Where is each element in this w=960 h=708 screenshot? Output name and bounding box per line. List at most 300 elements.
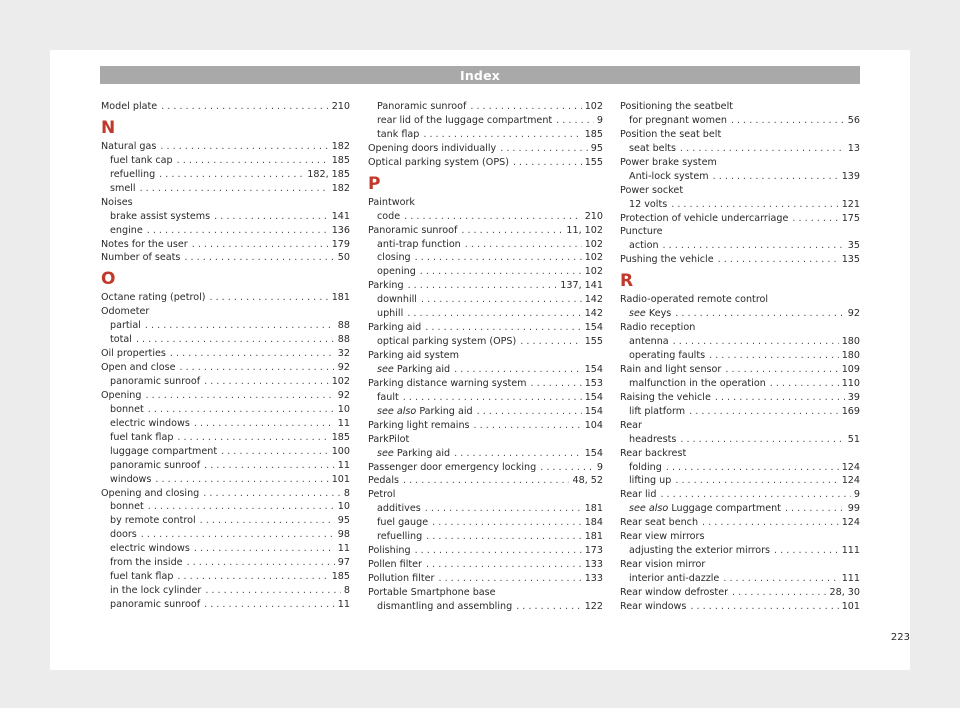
dot-leader <box>187 556 335 570</box>
index-subentry <box>368 391 603 405</box>
dot-leader <box>702 516 839 530</box>
index-entry <box>101 361 350 375</box>
index-entry <box>101 196 350 210</box>
index-term: rear lid of the luggage compartment <box>377 114 553 126</box>
page-reference: 124 <box>841 517 860 529</box>
dot-leader <box>432 516 582 530</box>
page-number: 223 <box>890 632 910 643</box>
dot-leader <box>403 391 582 405</box>
page-reference: 210 <box>584 210 603 222</box>
index-entry <box>620 225 860 239</box>
dot-leader <box>474 419 582 433</box>
page-reference: 155 <box>584 336 603 348</box>
page-reference: 154 <box>584 405 603 417</box>
index-term: Rear windows <box>620 600 687 612</box>
index-entry <box>368 279 603 293</box>
dot-leader <box>461 224 563 238</box>
index-term: Position the seat belt <box>620 128 722 140</box>
page-reference: 10 <box>337 501 350 513</box>
page-reference: 122 <box>584 600 603 612</box>
index-subentry <box>101 514 350 528</box>
index-term: uphill <box>377 308 404 320</box>
index-entry <box>620 156 860 170</box>
index-term: for pregnant women <box>629 114 727 126</box>
index-subentry <box>101 528 350 542</box>
index-subentry <box>101 584 350 598</box>
page-reference: 185 <box>584 128 603 140</box>
dot-leader <box>194 417 335 431</box>
page-reference: 102 <box>584 101 603 112</box>
index-entry <box>368 419 603 433</box>
page-reference: 173 <box>584 545 603 557</box>
index-subentry <box>101 154 350 168</box>
page-reference: 124 <box>841 475 860 487</box>
index-entry <box>620 184 860 198</box>
index-term: Number of seats <box>101 252 181 264</box>
index-term: Opening <box>101 389 142 401</box>
index-term: Portable Smartphone base <box>368 586 496 598</box>
index-term: Pollution filter <box>368 573 435 584</box>
dot-leader <box>161 100 329 114</box>
index-term: electric windows <box>110 543 190 555</box>
index-entry <box>368 156 603 170</box>
index-term <box>377 363 450 377</box>
dot-leader <box>408 279 558 293</box>
page-reference: 39 <box>847 391 860 403</box>
index-term: Notes for the user <box>101 238 188 250</box>
index-subentry <box>620 170 860 184</box>
index-entry <box>368 461 603 475</box>
dot-leader <box>516 600 582 614</box>
page-reference: 111 <box>841 545 860 557</box>
index-subentry <box>368 128 603 142</box>
page-reference: 48, 52 <box>572 475 603 487</box>
index-term: Rain and light sensor <box>620 363 722 375</box>
index-subentry <box>368 210 603 224</box>
index-letter-heading: P <box>368 173 381 194</box>
dot-leader <box>426 558 582 572</box>
index-term: Oil properties <box>101 348 166 360</box>
index-term: Parking distance warning system <box>368 377 527 389</box>
index-subentry <box>368 307 603 321</box>
index-subentry <box>368 516 603 530</box>
dot-leader <box>718 253 839 267</box>
dot-leader <box>140 182 329 196</box>
dot-leader <box>214 210 329 224</box>
dot-leader <box>404 210 582 224</box>
dot-leader <box>177 431 328 445</box>
dot-leader <box>774 544 839 558</box>
index-term <box>377 405 473 419</box>
dot-leader <box>160 140 328 154</box>
index-term: Natural gas <box>101 140 157 152</box>
index-entry <box>620 293 860 307</box>
index-term: Parking <box>368 280 404 292</box>
index-term: malfunction in the operation <box>629 377 766 389</box>
index-term: Opening doors individually <box>368 142 497 154</box>
index-term: bonnet <box>110 403 144 415</box>
index-term: tank flap <box>377 128 420 140</box>
index-term: seat belts <box>629 142 677 154</box>
index-term-text: Keys <box>648 308 672 320</box>
index-term: bonnet <box>110 501 144 513</box>
index-term: luggage compartment <box>110 445 218 457</box>
page-reference: 153 <box>584 377 603 389</box>
index-term: Petrol <box>368 489 396 501</box>
page-reference: 102 <box>584 252 603 264</box>
index-term: Rear vision mirror <box>620 559 706 571</box>
section-header-bar <box>100 66 860 84</box>
index-subentry <box>368 265 603 279</box>
index-term <box>629 502 781 516</box>
index-term: Rear window defroster <box>620 586 729 598</box>
index-entry <box>101 389 350 403</box>
index-subentry <box>101 459 350 473</box>
index-term: ParkPilot <box>368 433 410 445</box>
page-reference: 182 <box>331 140 350 152</box>
index-subentry <box>620 474 860 488</box>
page-reference: 92 <box>337 362 350 374</box>
page-reference: 182, 185 <box>307 168 350 180</box>
index-subentry <box>620 433 860 447</box>
index-term: Parking light remains <box>368 419 470 431</box>
index-term <box>377 447 450 461</box>
page-reference: 111 <box>841 573 860 584</box>
dot-leader <box>426 530 582 544</box>
index-term: Rear lid <box>620 489 657 501</box>
index-entry <box>368 572 603 586</box>
page-reference: 184 <box>584 517 603 529</box>
index-term-text: Parking aid <box>396 363 451 375</box>
index-term: Optical parking system (OPS) <box>368 156 509 168</box>
index-term: Noises <box>101 196 133 208</box>
page-reference: 10 <box>337 403 350 415</box>
dot-leader <box>200 514 335 528</box>
page-reference: 101 <box>841 600 860 612</box>
page-reference: 185 <box>331 571 350 583</box>
page-reference: 180 <box>841 350 860 361</box>
page-reference: 133 <box>584 573 603 584</box>
index-term: Rear view mirrors <box>620 531 705 543</box>
dot-leader <box>454 363 582 377</box>
page-reference: 182 <box>331 182 350 194</box>
page-reference: 98 <box>337 529 350 541</box>
page-reference: 11, 102 <box>566 224 603 236</box>
index-letter-heading: O <box>101 269 116 290</box>
index-term <box>629 307 671 321</box>
dot-leader <box>192 238 329 252</box>
dot-leader <box>465 238 582 252</box>
index-term: fuel tank flap <box>110 571 174 583</box>
page-reference: 141 <box>331 210 350 222</box>
page-reference: 154 <box>584 447 603 459</box>
index-entry <box>368 544 603 558</box>
dot-leader <box>725 363 838 377</box>
index-subentry <box>101 500 350 514</box>
dot-leader <box>415 251 582 265</box>
index-term: Panoramic sunroof <box>377 101 467 112</box>
dot-leader <box>407 307 581 321</box>
dot-leader <box>454 447 582 461</box>
index-subentry <box>368 447 603 461</box>
index-term: dismantling and assembling <box>377 600 513 612</box>
index-term: fault <box>377 391 399 403</box>
index-term: Protection of vehicle undercarriage <box>620 212 789 224</box>
page-reference: 99 <box>847 503 860 515</box>
index-subentry <box>620 572 860 586</box>
index-term: Rear <box>620 419 642 431</box>
index-column-1 <box>101 100 350 612</box>
index-subentry <box>101 319 350 333</box>
index-subentry <box>620 377 860 391</box>
index-subentry <box>368 600 603 614</box>
page-reference: 28, 30 <box>829 586 860 598</box>
index-entry <box>368 349 603 363</box>
page-reference: 102 <box>584 266 603 278</box>
index-subentry <box>620 502 860 516</box>
dot-leader <box>660 488 850 502</box>
index-subentry <box>368 251 603 265</box>
page-reference: 9 <box>853 489 860 501</box>
dot-leader <box>689 405 839 419</box>
index-term: from the inside <box>110 557 183 569</box>
dot-leader <box>423 128 581 142</box>
index-term: Passenger door emergency locking <box>368 461 537 473</box>
index-entry <box>368 321 603 335</box>
dot-leader <box>194 542 335 556</box>
page-reference: 102 <box>331 376 350 387</box>
dot-leader <box>477 405 582 419</box>
cross-reference-label: see <box>377 447 394 459</box>
index-subentry <box>368 363 603 377</box>
index-term: Power brake system <box>620 156 717 168</box>
index-term: Radio-operated remote control <box>620 294 769 306</box>
page-reference: 13 <box>847 142 860 154</box>
index-letter-heading: N <box>101 117 116 138</box>
index-term: Octane rating (petrol) <box>101 292 206 304</box>
index-entry <box>101 140 350 154</box>
dot-leader <box>184 251 334 265</box>
index-term: Rear seat bench <box>620 517 699 529</box>
index-subentry <box>620 335 860 349</box>
index-subentry <box>368 238 603 252</box>
page-reference: 11 <box>337 417 350 429</box>
page-reference: 92 <box>337 389 350 401</box>
dot-leader <box>666 461 839 475</box>
page-reference: 154 <box>584 391 603 403</box>
index-subentry <box>101 473 350 487</box>
index-subentry <box>368 530 603 544</box>
dot-leader <box>425 321 581 335</box>
page-reference: 100 <box>331 445 350 457</box>
dot-leader <box>420 265 582 279</box>
dot-leader <box>732 586 826 600</box>
index-entry <box>620 391 860 405</box>
dot-leader <box>530 377 581 391</box>
index-entry <box>620 128 860 142</box>
index-term: Panoramic sunroof <box>368 224 458 236</box>
index-term: Pushing the vehicle <box>620 254 714 266</box>
dot-leader <box>770 377 839 391</box>
index-term: downhill <box>377 294 417 306</box>
index-entry <box>620 447 860 461</box>
page-reference: 154 <box>584 322 603 334</box>
index-term: Rear backrest <box>620 447 687 459</box>
index-entry <box>101 251 350 265</box>
index-term: Pollen filter <box>368 559 422 571</box>
dot-leader <box>179 361 334 375</box>
page-reference: 133 <box>584 559 603 571</box>
page-reference: 8 <box>343 487 350 499</box>
index-term: operating faults <box>629 350 706 361</box>
page-reference: 210 <box>331 101 350 112</box>
index-term: Model plate <box>101 101 158 112</box>
index-term: Open and close <box>101 362 176 374</box>
section-title: Index <box>459 67 501 83</box>
dot-leader <box>675 474 838 488</box>
index-subentry <box>620 114 860 128</box>
index-entry <box>368 474 603 488</box>
page-reference: 110 <box>841 377 860 389</box>
dot-leader <box>155 473 328 487</box>
dot-leader <box>520 335 581 349</box>
page-reference: 181 <box>584 503 603 515</box>
index-subentry <box>620 307 860 321</box>
page-reference: 124 <box>841 461 860 473</box>
index-subentry <box>620 544 860 558</box>
page-reference: 169 <box>841 405 860 417</box>
index-subentry <box>101 445 350 459</box>
index-entry <box>620 419 860 433</box>
index-term: Power socket <box>620 184 684 196</box>
dot-leader <box>148 403 335 417</box>
index-term: Paintwork <box>368 196 415 208</box>
index-column-2 <box>368 100 603 614</box>
page-reference: 142 <box>584 294 603 306</box>
index-term: adjusting the exterior mirrors <box>629 545 771 557</box>
dot-leader <box>500 142 588 156</box>
cross-reference-label: see <box>629 308 646 320</box>
index-term: fuel tank cap <box>110 154 173 166</box>
index-term: fuel gauge <box>377 517 429 529</box>
index-subentry <box>101 403 350 417</box>
dot-leader <box>785 502 845 516</box>
index-entry <box>368 586 603 600</box>
dot-leader <box>680 142 845 156</box>
dot-leader <box>204 375 329 389</box>
dot-leader <box>513 156 582 170</box>
page-reference: 155 <box>584 156 603 168</box>
dot-leader <box>403 474 570 488</box>
index-entry <box>620 530 860 544</box>
dot-leader <box>204 459 335 473</box>
index-term: Radio reception <box>620 322 696 334</box>
index-term: interior anti-dazzle <box>629 573 720 584</box>
page-reference: 95 <box>590 142 603 154</box>
index-term: Opening and closing <box>101 487 200 499</box>
index-subentry <box>101 224 350 238</box>
index-term: panoramic sunroof <box>110 376 201 387</box>
dot-leader <box>415 544 582 558</box>
page-reference: 179 <box>331 238 350 250</box>
index-term: electric windows <box>110 417 190 429</box>
page-reference: 104 <box>584 419 603 431</box>
page-reference: 51 <box>847 433 860 445</box>
page-reference: 135 <box>841 254 860 266</box>
index-entry <box>368 142 603 156</box>
dot-leader <box>148 500 335 514</box>
page-reference: 101 <box>331 473 350 485</box>
page-reference: 121 <box>841 198 860 210</box>
index-term: code <box>377 210 401 222</box>
index-subentry <box>620 142 860 156</box>
index-entry <box>620 600 860 614</box>
index-term: Raising the vehicle <box>620 391 711 403</box>
index-entry <box>620 363 860 377</box>
page-reference: 8 <box>343 585 350 597</box>
page-reference: 95 <box>337 515 350 527</box>
index-letter-heading: R <box>620 271 634 292</box>
dot-leader <box>170 347 335 361</box>
dot-leader <box>421 293 582 307</box>
page-reference: 180 <box>841 336 860 348</box>
dot-leader <box>470 100 581 114</box>
dot-leader <box>221 445 329 459</box>
index-term: Positioning the seatbelt <box>620 101 733 112</box>
index-subentry <box>368 502 603 516</box>
index-term: lifting up <box>629 475 672 487</box>
page-reference: 32 <box>337 348 350 360</box>
index-subentry <box>101 333 350 347</box>
index-entry <box>101 347 350 361</box>
index-term: brake assist systems <box>110 210 211 222</box>
dot-leader <box>209 291 328 305</box>
index-entry <box>620 212 860 226</box>
index-subentry <box>101 556 350 570</box>
index-term: partial <box>110 320 141 332</box>
cross-reference-label: see also <box>629 503 669 515</box>
index-subentry <box>368 100 603 114</box>
page-reference: 175 <box>841 212 860 224</box>
index-term: windows <box>110 473 152 485</box>
page-reference: 97 <box>337 557 350 569</box>
index-term: refuelling <box>110 168 156 180</box>
dot-leader <box>205 584 341 598</box>
index-term: Polishing <box>368 545 411 557</box>
dot-leader <box>204 598 335 612</box>
dot-leader <box>556 114 594 128</box>
index-entry <box>620 586 860 600</box>
page-reference: 88 <box>337 334 350 346</box>
index-entry <box>620 516 860 530</box>
index-term: additives <box>377 503 421 515</box>
page-reference: 185 <box>331 154 350 166</box>
page-reference: 88 <box>337 320 350 332</box>
index-entry <box>368 196 603 210</box>
dot-leader <box>177 570 328 584</box>
index-subentry <box>620 198 860 212</box>
page-reference: 137, 141 <box>560 280 603 292</box>
index-subentry <box>368 293 603 307</box>
page-reference: 50 <box>337 252 350 264</box>
index-subentry <box>620 349 860 363</box>
dot-leader <box>731 114 845 128</box>
index-entry <box>368 224 603 238</box>
index-term: antenna <box>629 336 669 348</box>
index-term: headrests <box>629 433 677 445</box>
index-subentry <box>368 114 603 128</box>
index-term: closing <box>377 252 411 264</box>
